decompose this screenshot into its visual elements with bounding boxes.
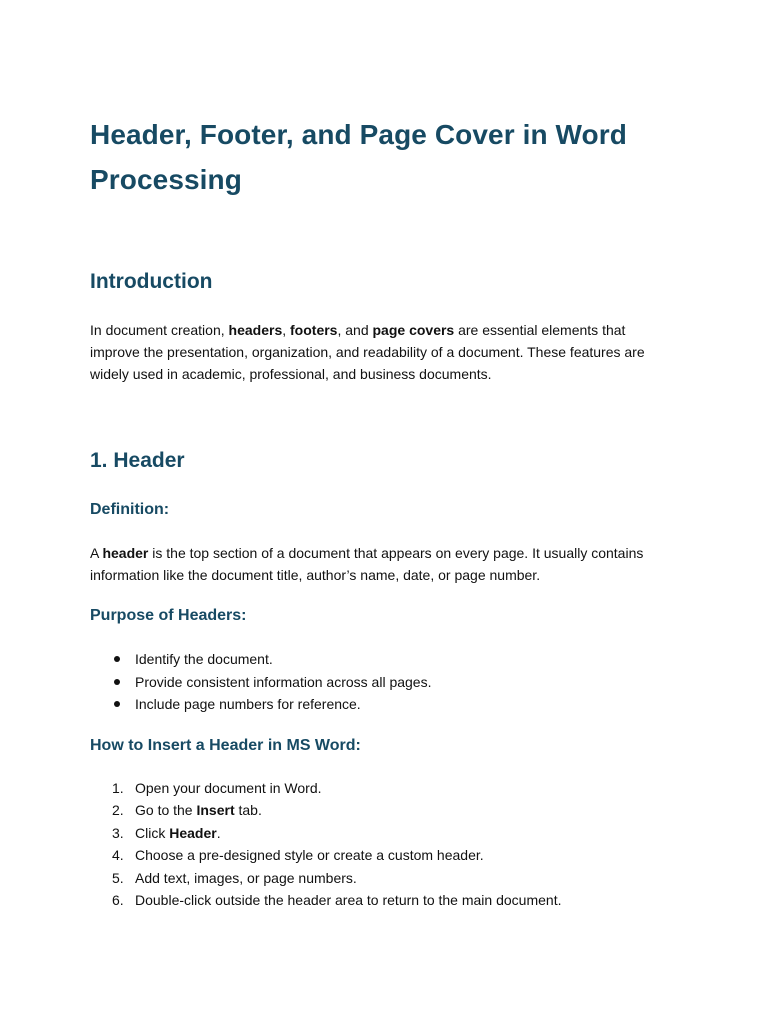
text-run: . [216, 824, 221, 841]
definition-paragraph [90, 542, 678, 586]
numbered-list-item [90, 799, 678, 822]
bullet-list-item: Include page numbers for reference. [90, 693, 678, 716]
text-run: Go to the [135, 802, 197, 818]
text-run: tab. [234, 802, 262, 818]
text-run: Click [135, 824, 170, 841]
purpose-heading: Purpose of Headers: [90, 607, 247, 624]
text-run: Add text, images, or page numbers. [135, 869, 357, 886]
bullet-list-item: Identify the document. [90, 648, 678, 671]
numbered-list-item [90, 867, 678, 890]
text-run: Choose a pre-designed style or create a custom header. [135, 847, 484, 863]
list-number: 5. [112, 869, 124, 886]
text-run: is the top section of a document that appears on every page. It usually contains information like the document title, author’s name, date, or page number. [90, 545, 644, 583]
text-run: In document creation, [90, 322, 229, 338]
bullet-list-item: Provide consistent information across all pages. [90, 671, 678, 694]
introduction-paragraph [90, 319, 678, 385]
bold-text: Insert [196, 802, 235, 818]
list-number: 2. [112, 802, 124, 818]
list-number: 4. [112, 847, 124, 863]
list-number: 6. [112, 892, 124, 908]
purpose-list [90, 648, 678, 716]
document-title: Header, Footer, and Page Cover in Word Processing [90, 119, 627, 195]
bold-text: header [102, 545, 149, 561]
list-number: 1. [112, 779, 124, 796]
bold-text: headers [228, 322, 283, 338]
howto-list [90, 777, 678, 912]
text-run: , [282, 322, 291, 338]
text-run: Double-click outside the header area to return to the main document. [135, 892, 562, 908]
text-run: , and [337, 322, 373, 338]
introduction-heading: Introduction [90, 270, 213, 293]
howto-heading: How to Insert a Header in MS Word: [90, 736, 361, 754]
numbered-list-item [90, 777, 678, 800]
list-number: 3. [112, 824, 124, 841]
numbered-list-item [90, 889, 678, 912]
numbered-list-item [90, 822, 678, 845]
header-section-heading: 1. Header [90, 449, 185, 472]
bold-text: footers [290, 322, 338, 338]
bold-text: page covers [372, 322, 455, 338]
text-run: Open your document in Word. [135, 779, 322, 796]
bold-text: Header [169, 824, 217, 841]
text-run: A [90, 545, 103, 561]
text-run: are essential elements that improve the presentation, organization, and readability of a document. These features are widely used in academic, professional, and business documents. [90, 322, 645, 382]
definition-heading: Definition: [90, 501, 170, 518]
numbered-list-item [90, 844, 678, 867]
